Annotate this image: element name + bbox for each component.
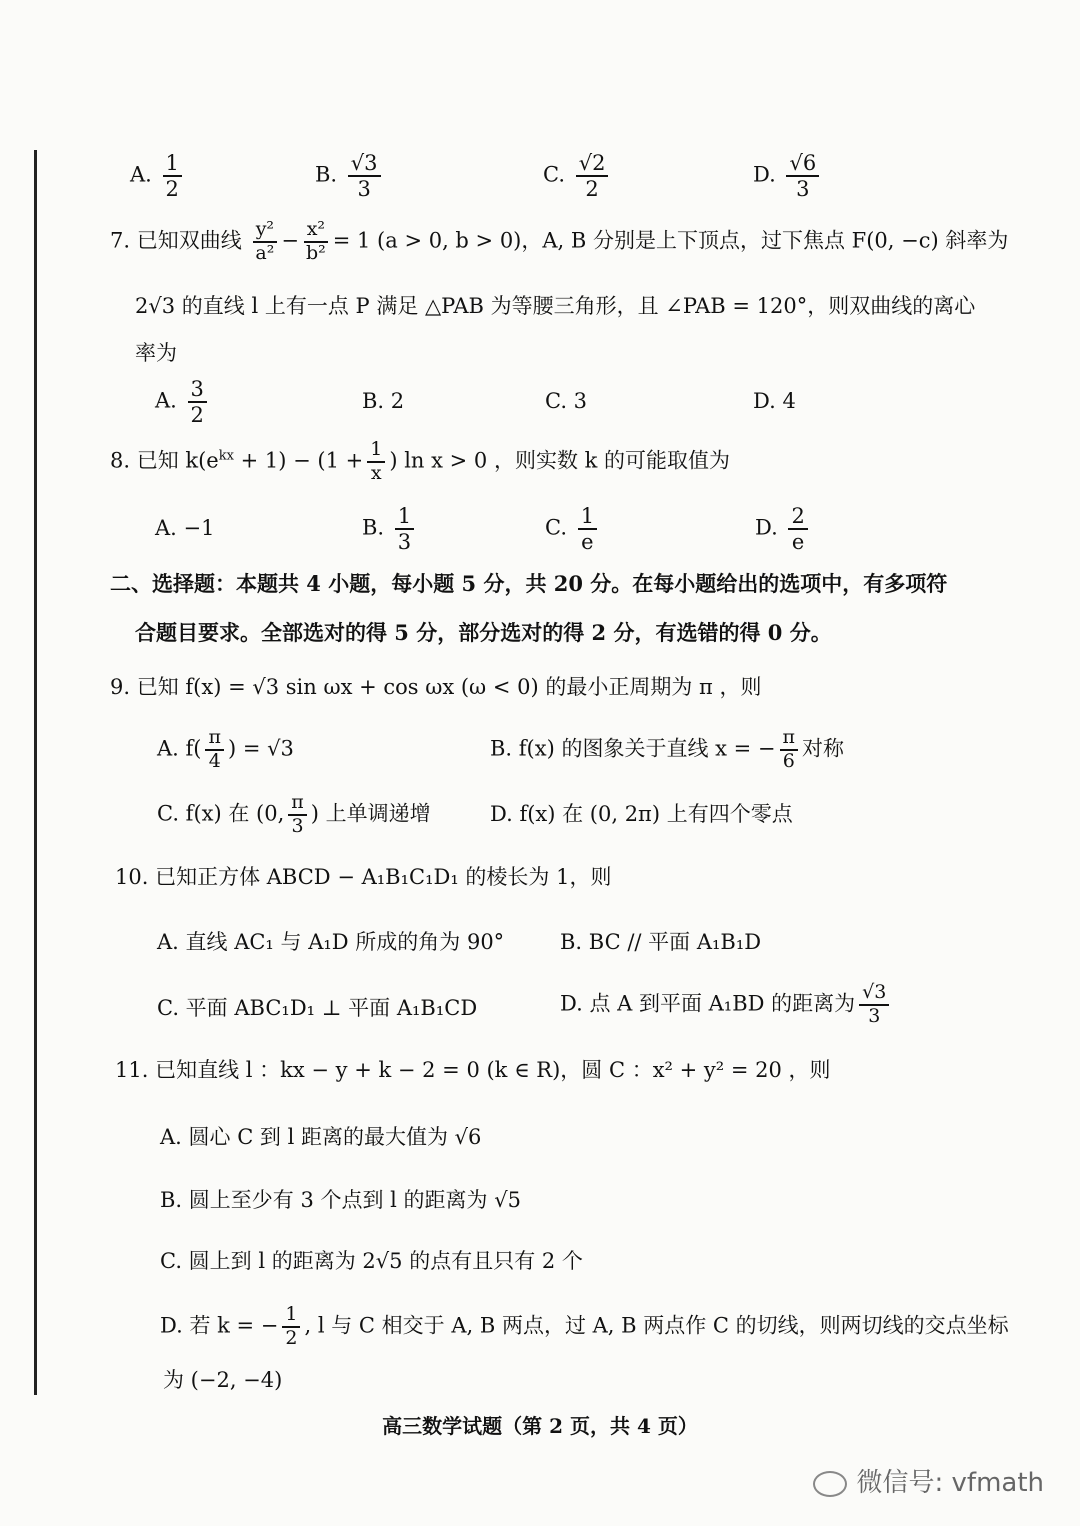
q11-option-d-line2: 为 (−2, −4): [163, 1368, 283, 1392]
section2-heading-line1: 二、选择题：本题共 4 小题，每小题 5 分，共 20 分。在每小题给出的选项中，有多项符: [110, 571, 948, 596]
q9-stem: 9. 已知 f(x) = √3 sin ωx + cos ωx (ω < 0) 的最小正周期为 π ，则: [110, 675, 762, 699]
q8-option-d: D. $\frac{2}{e}$: [755, 505, 812, 553]
q10-option-a: A. 直线 AC₁ 与 A₁D 所成的角为 90°: [157, 930, 505, 954]
q8-option-b: B. $\frac{1}{3}$: [362, 505, 418, 553]
page-footer: 高三数学试题（第 2 页，共 4 页）: [382, 1414, 698, 1438]
q7-option-c: C. 3: [545, 389, 588, 413]
q11-option-a: A. 圆心 C 到 l 距离的最大值为 √6: [160, 1125, 482, 1149]
wechat-icon: [813, 1471, 847, 1497]
q10-option-d: D. 点 A 到平面 A₁BD 的距离为 $\frac{√3}{3}$: [560, 983, 893, 1027]
q6-option-b: B. $\frac{√3}{3}$: [315, 152, 385, 200]
q8-stem: 8. 已知 $k(e^{kx} + 1) - (1$ + $\frac{1}{x}$ ) ln x > 0 ，则实数 k 的可能取值为: [110, 438, 731, 484]
q11-option-b: B. 圆上至少有 3 个点到 l 的距离为 √5: [160, 1188, 521, 1212]
q7-option-a: A. $\frac{3}{2}$: [155, 378, 211, 426]
q9-option-a: A. f( $\frac{\pi}{4}$ ) = √3: [157, 726, 294, 772]
watermark: [813, 1462, 1045, 1499]
q7-stem-line2: 2√3 的直线 l 上有一点 P 满足 △PAB 为等腰三角形，且 ∠PAB = 120°，则双曲线的离心: [135, 294, 976, 318]
q11-option-d: D. 若 k = − $\frac{1}{2}$ , l 与 C 相交于 A, B 两点，过 A, B 两点作 C 的切线，则两切线的交点坐标: [160, 1303, 1009, 1349]
q8-option-c: C. $\frac{1}{e}$: [545, 505, 601, 553]
q9-option-b: B. f(x) 的图象关于直线 x = − $\frac{\pi}{6}$ 对称: [490, 726, 845, 772]
q6-option-c: C. $\frac{√2}{2}$: [543, 152, 612, 200]
q7-option-d: D. 4: [753, 389, 796, 413]
section2-heading-line2: 合题目要求。全部选对的得 5 分，部分选对的得 2 分，有选错的得 0 分。: [135, 620, 832, 645]
q10-stem: 10. 已知正方体 ABCD − A₁B₁C₁D₁ 的棱长为 1，则: [115, 865, 612, 889]
q6-option-d: D. $\frac{√6}{3}$: [753, 152, 823, 200]
q10-option-c: C. 平面 ABC₁D₁ ⊥ 平面 A₁B₁CD: [157, 996, 478, 1020]
q11-stem: 11. 已知直线 l ：kx − y + k − 2 = 0 (k ∈ R)，圆 C ：x² + y² = 20 ，则: [115, 1058, 831, 1082]
q9-option-d: D. f(x) 在 (0, 2π) 上有四个零点: [490, 802, 793, 826]
margin-line: [34, 150, 37, 1395]
q8-option-a: A. −1: [155, 516, 215, 540]
watermark-text: 微信号: vfmath: [856, 1468, 1044, 1498]
q7-stem-line1: 7. 已知双曲线 $\frac{\text{y²}}{\text{a²}}$ − $\frac{\text{x²}}{\text{b²}}$ = 1 (a > 0, b > 0)，A, B 分别是上下顶点，过下焦点 F(0, −c) 斜率为: [110, 218, 1009, 264]
q7-option-b: B. 2: [362, 389, 405, 413]
q7-stem-line3: 率为: [135, 341, 177, 365]
q9-option-c: C. f(x) 在 (0, $\frac{\pi}{3}$ ) 上单调递增: [157, 791, 431, 837]
q10-option-b: B. BC // 平面 A₁B₁D: [560, 930, 762, 954]
q6-option-a: A. $\frac{1}{2}$: [130, 152, 186, 200]
q11-option-c: C. 圆上到 l 的距离为 2√5 的点有且只有 2 个: [160, 1249, 583, 1273]
